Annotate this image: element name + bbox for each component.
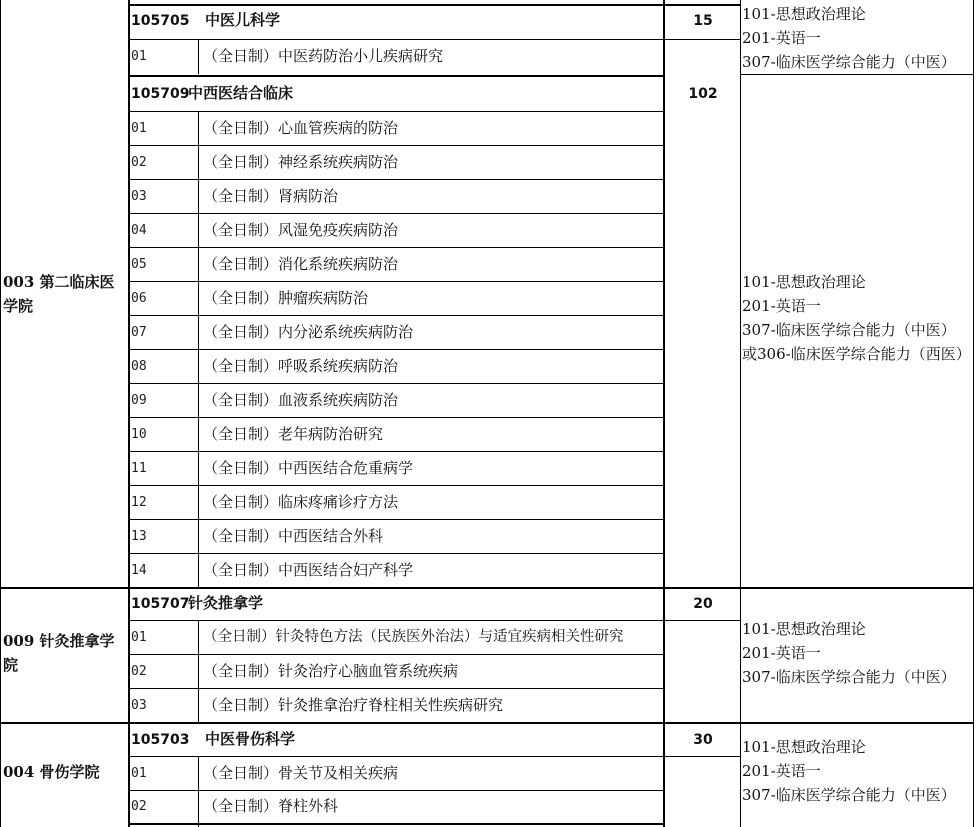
row-divider	[128, 485, 664, 486]
column-divider	[198, 620, 199, 723]
direction-number: 02	[131, 799, 147, 814]
exam-subject: 101-思想政治理论	[742, 5, 866, 23]
section-divider	[0, 722, 974, 724]
direction-number: 07	[131, 325, 147, 340]
exam-subject: 201-英语一	[742, 644, 821, 662]
exam-subject: 307-临床医学综合能力（中医）	[742, 321, 956, 339]
direction-number: 01	[131, 121, 147, 136]
direction-number: 10	[131, 427, 147, 442]
row-divider	[128, 756, 741, 757]
direction-name: （全日制）内分泌系统疾病防治	[203, 323, 414, 341]
row-divider	[128, 281, 664, 282]
major-name: 中医儿科学	[205, 11, 281, 29]
row-divider	[128, 688, 664, 689]
direction-number: 03	[131, 189, 147, 204]
column-divider	[740, 0, 741, 827]
direction-name: （全日制）临床疼痛诊疗方法	[203, 493, 399, 511]
row-divider	[128, 383, 664, 384]
enrollment-quota: 15	[693, 13, 713, 29]
direction-name: （全日制）神经系统疾病防治	[203, 153, 399, 171]
direction-name: （全日制）呼吸系统疾病防治	[203, 357, 399, 375]
exam-subject: 101-思想政治理论	[742, 738, 866, 756]
column-divider	[128, 0, 130, 827]
section-divider	[0, 587, 974, 589]
direction-number: 14	[131, 563, 147, 578]
column-divider	[663, 0, 665, 827]
enrollment-quota: 20	[693, 596, 713, 612]
exam-subjects	[742, 270, 972, 366]
exam-subject: 307-临床医学综合能力（中医）	[742, 786, 956, 804]
direction-name: （全日制）血液系统疾病防治	[203, 391, 399, 409]
direction-number: 08	[131, 359, 147, 374]
table-border-left	[0, 0, 1, 827]
school-name: 004 骨伤学院	[3, 763, 100, 781]
row-divider	[128, 145, 664, 146]
row-divider	[128, 349, 664, 350]
row-divider	[128, 4, 741, 6]
major-code: 105709	[131, 86, 190, 102]
direction-name: （全日制）风湿免疫疾病防治	[203, 221, 399, 239]
column-divider	[198, 39, 199, 74]
exam-subjects	[742, 735, 972, 807]
table-border-right	[973, 0, 974, 827]
direction-name: （全日制）肿瘤疾病防治	[203, 289, 369, 307]
direction-number: 01	[131, 630, 147, 645]
direction-number: 02	[131, 664, 147, 679]
direction-number: 06	[131, 291, 147, 306]
row-divider	[128, 654, 664, 655]
major-code: 105703	[131, 732, 190, 748]
row-divider	[128, 247, 664, 248]
direction-number: 03	[131, 698, 147, 713]
direction-number: 04	[131, 223, 147, 238]
exam-subject: 101-思想政治理论	[742, 273, 866, 291]
major-code: 105707	[131, 596, 190, 612]
row-divider	[128, 111, 664, 112]
direction-name: （全日制）老年病防治研究	[203, 425, 384, 443]
direction-number: 01	[131, 49, 147, 64]
row-divider	[128, 519, 664, 520]
exam-subject: 或306-临床医学综合能力（西医）	[742, 345, 971, 363]
row-divider	[128, 179, 664, 180]
row-divider	[128, 451, 664, 452]
direction-name: （全日制）针灸特色方法（民族医外治法）与适宜疾病相关性研究	[203, 629, 624, 645]
direction-name: （全日制）中西医结合妇产科学	[203, 561, 414, 579]
major-name: 针灸推拿学	[188, 594, 264, 612]
row-divider	[128, 553, 664, 554]
column-divider	[198, 756, 199, 827]
direction-name: （全日制）中医药防治小儿疾病研究	[203, 47, 444, 65]
exam-subject: 201-英语一	[742, 762, 821, 780]
row-divider	[128, 620, 741, 621]
exam-subject: 307-临床医学综合能力（中医）	[742, 53, 956, 71]
direction-name: （全日制）中西医结合外科	[203, 527, 384, 545]
direction-name: （全日制）脊柱外科	[203, 797, 339, 815]
row-divider	[128, 417, 664, 418]
exam-subject: 201-英语一	[742, 29, 821, 47]
direction-name: （全日制）心血管疾病的防治	[203, 119, 399, 137]
row-divider	[128, 823, 664, 825]
direction-name: （全日制）中西医结合危重病学	[203, 459, 414, 477]
exam-subject: 101-思想政治理论	[742, 620, 866, 638]
row-divider	[128, 75, 664, 77]
direction-number: 09	[131, 393, 147, 408]
exam-subject: 201-英语一	[742, 297, 821, 315]
direction-name: （全日制）骨关节及相关疾病	[203, 764, 399, 782]
school-name: 009 针灸推拿学院	[3, 632, 115, 674]
row-divider	[741, 74, 974, 75]
direction-number: 12	[131, 495, 147, 510]
direction-number: 02	[131, 155, 147, 170]
row-divider	[128, 315, 664, 316]
enrollment-quota: 102	[688, 86, 718, 102]
major-code: 105705	[131, 13, 190, 29]
major-name: 中医骨伤科学	[205, 730, 296, 748]
row-divider	[128, 790, 664, 791]
direction-name: （全日制）消化系统疾病防治	[203, 255, 399, 273]
row-divider	[128, 39, 741, 40]
major-name: 中西医结合临床	[188, 84, 294, 102]
direction-number: 13	[131, 529, 147, 544]
direction-number: 01	[131, 766, 147, 781]
enrollment-quota: 30	[693, 732, 713, 748]
direction-number: 11	[131, 461, 147, 476]
direction-name: （全日制）针灸推拿治疗脊柱相关性疾病研究	[203, 696, 504, 714]
exam-subject: 307-临床医学综合能力（中医）	[742, 668, 956, 686]
direction-name: （全日制）肾病防治	[203, 187, 339, 205]
direction-number: 05	[131, 257, 147, 272]
exam-subjects	[742, 2, 972, 74]
direction-name: （全日制）针灸治疗心脑血管系统疾病	[203, 662, 459, 680]
row-divider	[128, 213, 664, 214]
school-name: 003 第二临床医学院	[3, 273, 115, 315]
exam-subjects	[742, 617, 972, 689]
